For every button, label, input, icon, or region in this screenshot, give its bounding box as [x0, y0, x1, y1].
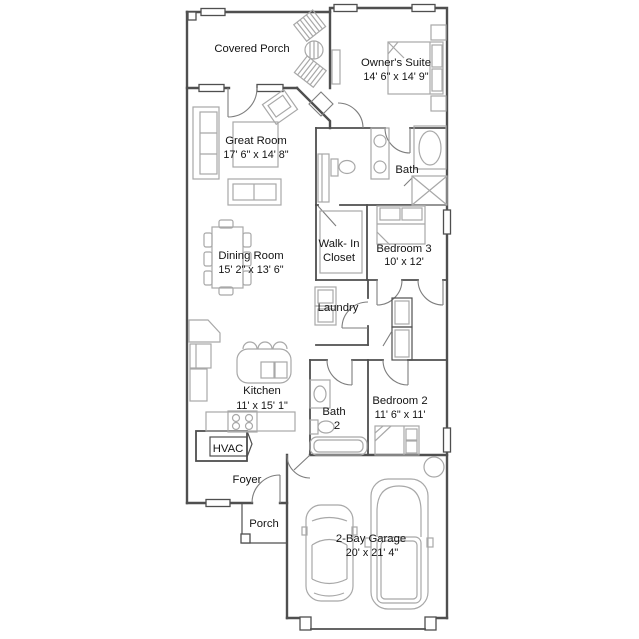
- window-bedroom-3: [444, 210, 451, 234]
- pantry-icon: [189, 320, 220, 342]
- chair-icon: [204, 271, 212, 285]
- vanity-icon: [310, 380, 330, 408]
- label-kitchen: Kitchen: [243, 385, 281, 397]
- hall-closets: [383, 298, 412, 360]
- pillow-icon: [406, 429, 417, 440]
- chair-icon: [204, 233, 212, 247]
- door-walk-in-closet: [318, 206, 336, 226]
- window-great-room-front-2: [257, 85, 283, 92]
- door-great-room-entry: [228, 88, 257, 117]
- door-owners-suite: [338, 103, 363, 128]
- sink-icon: [261, 362, 274, 378]
- label-garage: 2-Bay Garage: [335, 533, 407, 545]
- great-room-furniture: [193, 90, 298, 205]
- toilet-icon: [310, 420, 318, 434]
- label-great-room: Great Room: [225, 135, 287, 147]
- label-dining-room-dims: 15' 2" x 13' 6": [218, 264, 284, 276]
- window-bedroom-2: [444, 428, 451, 452]
- label-bath-2-num: 2: [333, 420, 341, 432]
- armchair-icon: [262, 90, 297, 125]
- window-foyer: [206, 500, 230, 507]
- water-heater-icon: [424, 457, 444, 477]
- label-owners-bath: Bath: [395, 164, 419, 176]
- door-bedroom-3-closet: [418, 280, 443, 305]
- porch-post: [188, 12, 196, 20]
- door-shower: [404, 178, 412, 186]
- window-porch-top: [201, 9, 225, 16]
- label-hvac: HVAC: [212, 443, 244, 455]
- pillow-icon: [432, 69, 442, 91]
- pillow-icon: [406, 441, 417, 453]
- label-bedroom-3: Bedroom 3: [376, 243, 432, 255]
- label-walk-in-closet-2: Closet: [322, 252, 356, 264]
- garage-door-jamb: [425, 617, 436, 630]
- sink-icon: [374, 135, 386, 147]
- stool-icons: [243, 342, 287, 349]
- label-bedroom-2-dims: 11' 6" x 11': [374, 409, 426, 421]
- window-great-room-front: [199, 85, 224, 92]
- nightstand-icon: [431, 25, 446, 40]
- door-bath-2: [327, 360, 352, 385]
- nightstand-icon: [431, 96, 446, 111]
- window-owners-suite-1: [334, 5, 357, 12]
- pillow-icon: [432, 45, 442, 67]
- sink-icon: [374, 161, 386, 173]
- label-covered-porch: Covered Porch: [214, 43, 290, 55]
- sink-icon: [314, 386, 326, 402]
- range-icon: [228, 411, 257, 432]
- label-kitchen-dims: 11' x 15' 1": [236, 400, 288, 412]
- sink-icon: [275, 362, 287, 378]
- label-laundry: Laundry: [317, 302, 359, 314]
- door-garage-entry: [287, 455, 310, 478]
- label-owners-suite-dims: 14' 6" x 14' 9": [363, 71, 429, 83]
- sofa-icon: [193, 107, 219, 179]
- bedroom-2-furniture: [375, 426, 419, 455]
- fridge-icon: [190, 344, 211, 368]
- label-garage-dims: 20' x 21' 4": [345, 547, 399, 559]
- linen-cabinet-icon: [318, 154, 329, 202]
- label-walk-in-closet: Walk- In: [318, 238, 360, 250]
- label-great-room-dims: 17' 6" x 14' 8": [223, 149, 289, 161]
- door-bedroom-2: [383, 360, 408, 385]
- label-dining-room: Dining Room: [218, 250, 284, 262]
- chair-icon: [204, 252, 212, 266]
- porch-chair-icon-2: [294, 56, 326, 87]
- label-bath-2: Bath: [322, 406, 346, 418]
- porch-chair-icon: [294, 10, 326, 41]
- label-foyer: Foyer: [232, 474, 262, 486]
- counter-icon: [190, 369, 207, 401]
- chair-icon: [243, 233, 251, 247]
- bed-icon-bedroom-3: [377, 206, 425, 244]
- pillow-icon: [380, 208, 400, 220]
- window-owners-suite-2: [412, 5, 435, 12]
- toilet-icon: [331, 159, 338, 176]
- garage-door-jamb: [300, 617, 311, 630]
- entry-porch-post: [241, 534, 250, 543]
- label-bedroom-2: Bedroom 2: [372, 395, 428, 407]
- label-owners-suite: Owner's Suite: [361, 57, 431, 69]
- covered-porch-furniture: [294, 10, 326, 87]
- label-entry-porch: Porch: [249, 518, 279, 530]
- pillow-icon: [402, 208, 422, 220]
- dresser-icon: [332, 50, 340, 84]
- bedroom-3-furniture: [377, 206, 425, 245]
- label-bedroom-3-dims: 10' x 12': [384, 256, 424, 268]
- owners-bath-fixtures: [318, 126, 447, 205]
